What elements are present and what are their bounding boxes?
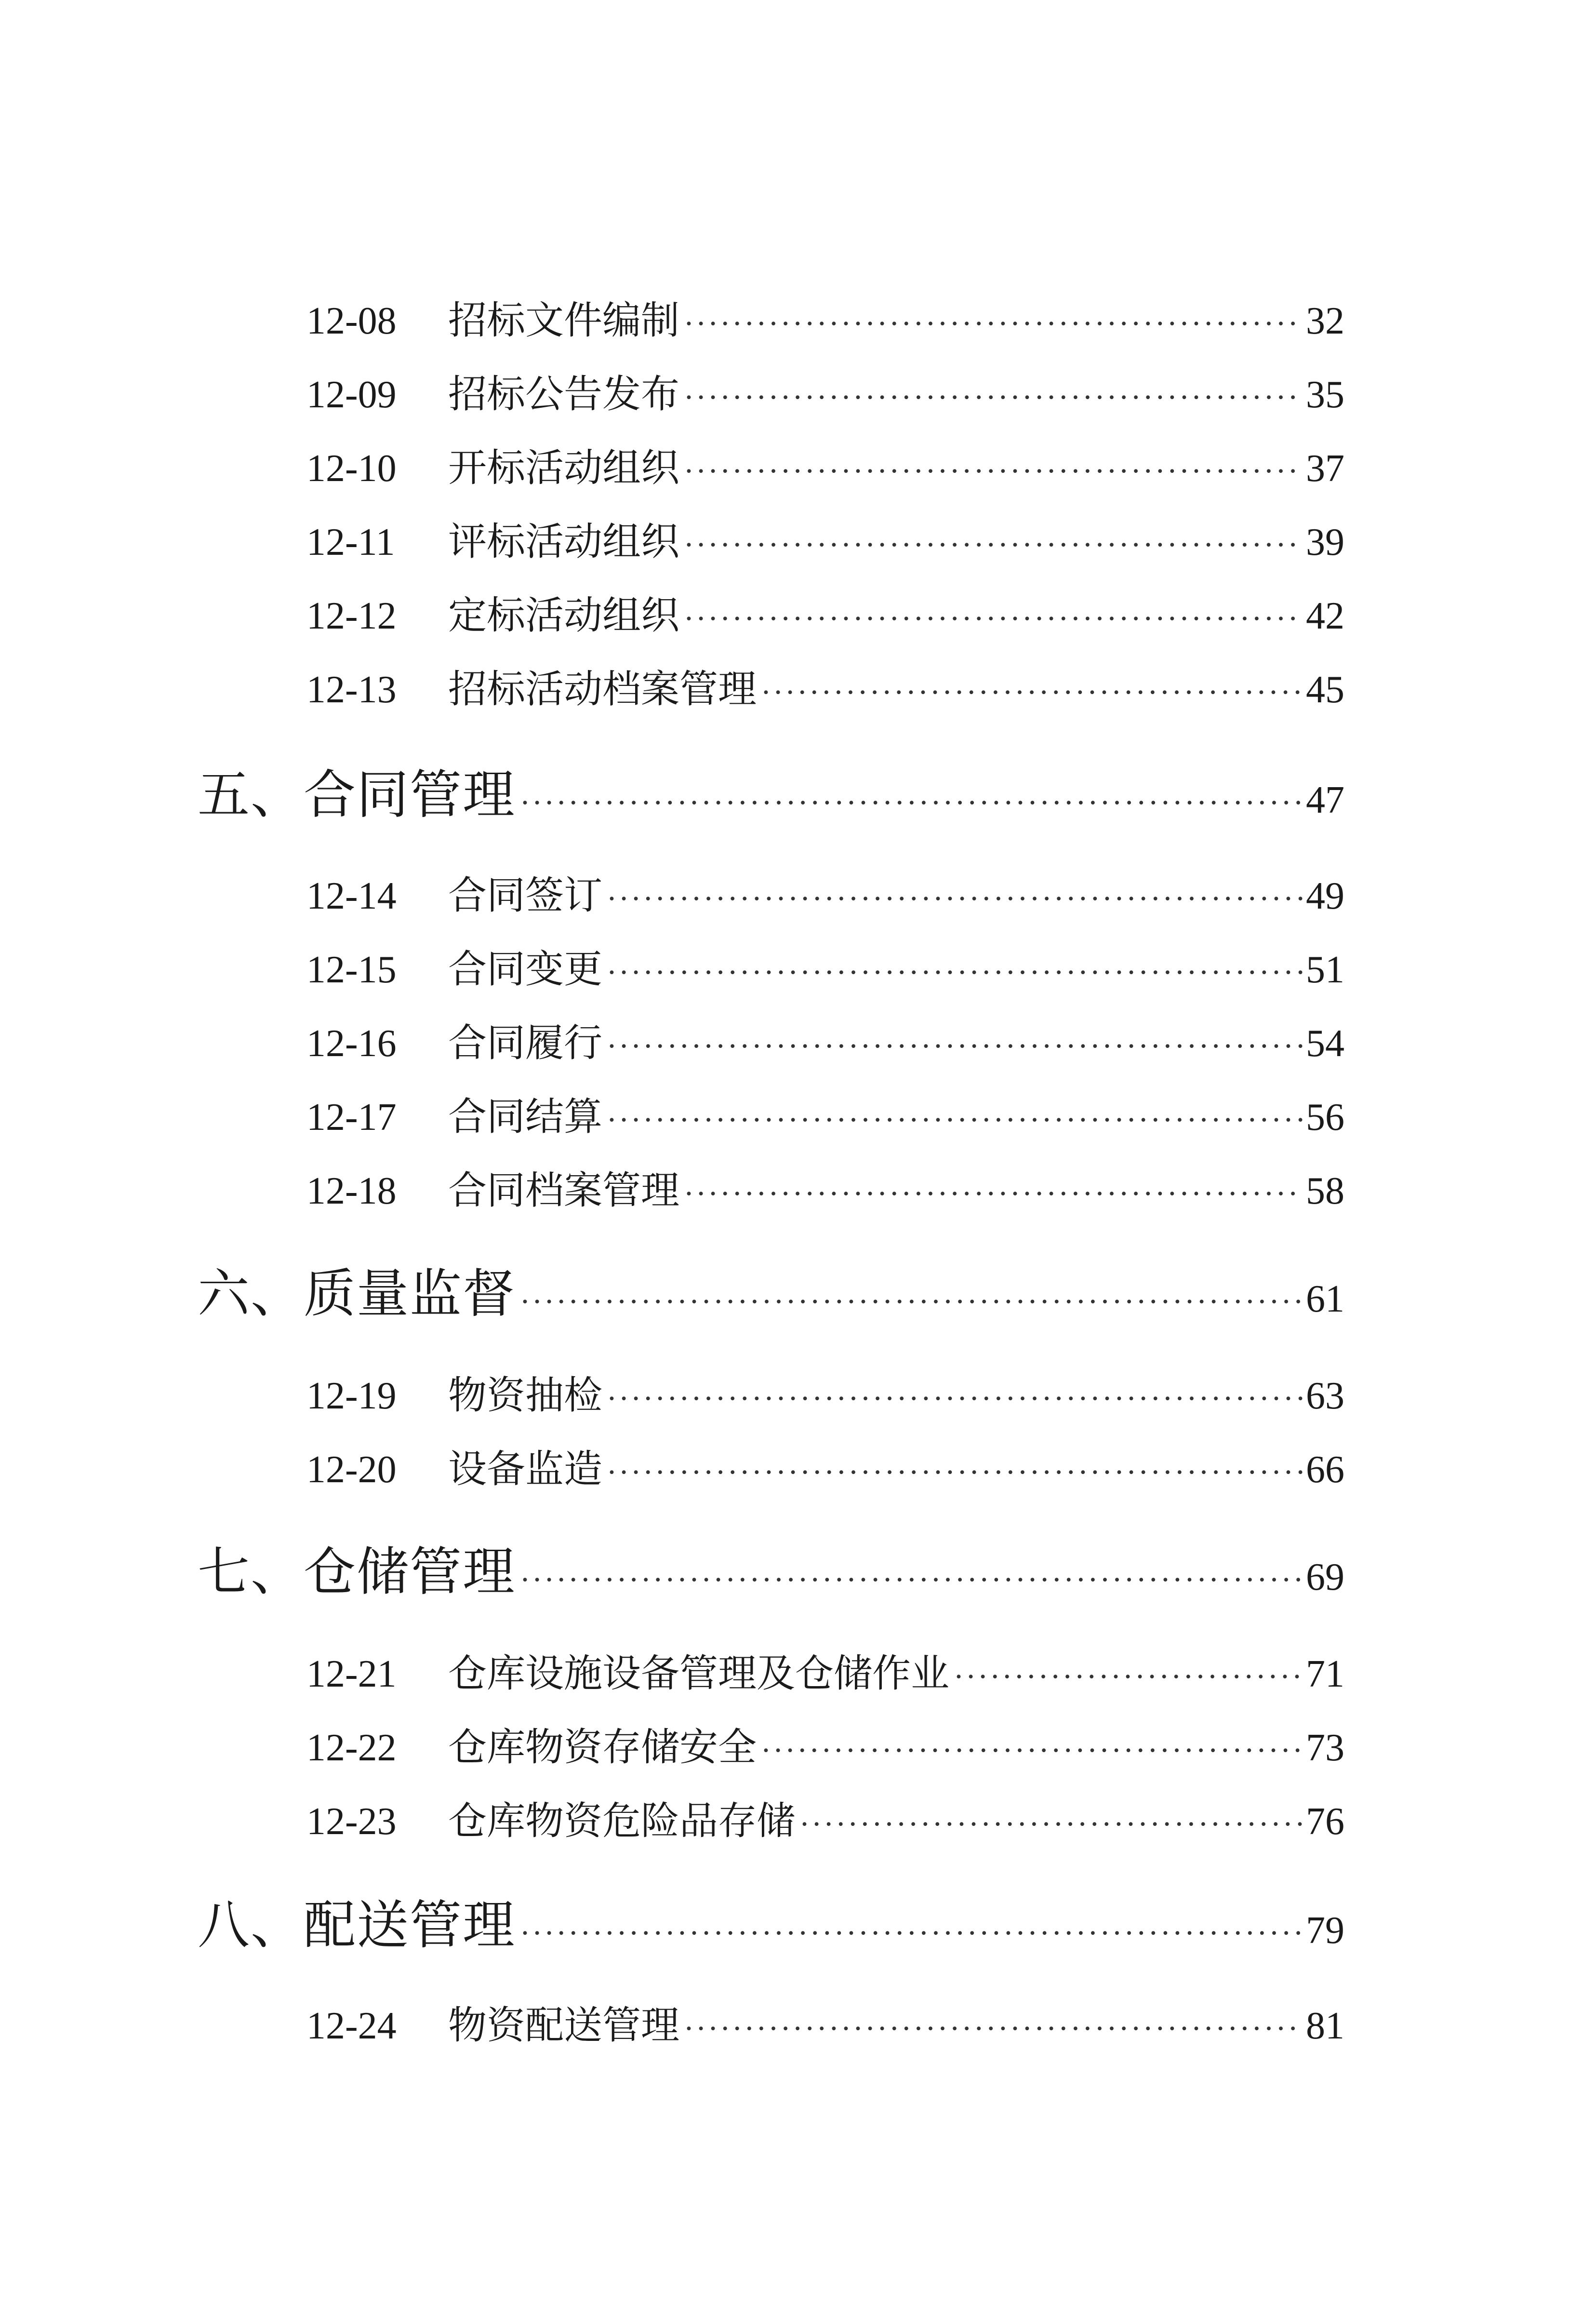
entry-title: 开标活动组织 bbox=[448, 445, 679, 490]
section-title: 七、仓储管理 bbox=[198, 1542, 516, 1602]
dot-leader bbox=[607, 946, 1303, 999]
toc-entry[interactable] bbox=[306, 368, 1344, 424]
dot-leader bbox=[761, 666, 1303, 719]
entry-code: 12-19 bbox=[306, 1375, 397, 1417]
entry-page-number: 63 bbox=[1306, 1375, 1344, 1417]
entry-code: 12-23 bbox=[306, 1800, 397, 1843]
toc-entry[interactable] bbox=[306, 869, 1344, 925]
toc-entry[interactable] bbox=[306, 1164, 1344, 1220]
entry-title: 仓库物资危险品存储 bbox=[448, 1798, 795, 1843]
dot-leader bbox=[800, 1798, 1303, 1851]
entry-page-number: 35 bbox=[1306, 374, 1344, 416]
dot-leader bbox=[607, 872, 1303, 925]
entry-code: 12-12 bbox=[306, 595, 397, 637]
entry-code: 12-14 bbox=[306, 875, 397, 917]
dot-leader bbox=[520, 1271, 1303, 1333]
toc-entry[interactable] bbox=[306, 943, 1344, 999]
toc-entry[interactable] bbox=[306, 294, 1344, 350]
entry-code: 12-11 bbox=[306, 521, 395, 563]
entry-title: 评标活动组织 bbox=[448, 519, 679, 564]
entry-code: 12-16 bbox=[306, 1022, 397, 1065]
entry-code: 12-20 bbox=[306, 1448, 397, 1491]
toc-entry[interactable] bbox=[306, 1090, 1344, 1147]
toc-section-heading[interactable] bbox=[198, 1263, 1344, 1333]
toc-section-heading[interactable] bbox=[198, 1541, 1344, 1611]
dot-leader bbox=[684, 519, 1303, 572]
dot-leader bbox=[607, 1020, 1303, 1073]
dot-leader bbox=[607, 1094, 1303, 1147]
entry-title: 招标公告发布 bbox=[448, 372, 679, 416]
entry-title: 物资配送管理 bbox=[448, 2003, 679, 2048]
section-page-number: 79 bbox=[1306, 1909, 1344, 1952]
entry-title: 设备监造 bbox=[448, 1447, 602, 1491]
dot-leader bbox=[954, 1650, 1303, 1703]
dot-leader bbox=[607, 1372, 1303, 1425]
dot-leader bbox=[684, 592, 1303, 645]
entry-page-number: 56 bbox=[1306, 1096, 1344, 1139]
section-title: 八、配送管理 bbox=[198, 1895, 516, 1956]
dot-leader bbox=[684, 297, 1303, 350]
entry-title: 定标活动组织 bbox=[448, 593, 679, 638]
entry-page-number: 58 bbox=[1306, 1170, 1344, 1212]
dot-leader bbox=[684, 1167, 1303, 1220]
entry-title: 合同履行 bbox=[448, 1020, 602, 1065]
dot-leader bbox=[684, 445, 1303, 498]
entry-code: 12-15 bbox=[306, 949, 397, 991]
toc-entry[interactable] bbox=[306, 1443, 1344, 1499]
dot-leader bbox=[684, 2002, 1303, 2055]
entry-code: 12-13 bbox=[306, 669, 397, 711]
dot-leader bbox=[607, 1446, 1303, 1499]
toc-entry[interactable] bbox=[306, 663, 1344, 719]
dot-leader bbox=[684, 371, 1303, 424]
section-page-number: 61 bbox=[1306, 1278, 1344, 1320]
entry-code: 12-09 bbox=[306, 374, 397, 416]
entry-code: 12-10 bbox=[306, 447, 397, 490]
entry-page-number: 81 bbox=[1306, 2005, 1344, 2047]
toc-entry[interactable] bbox=[306, 1795, 1344, 1851]
entry-page-number: 76 bbox=[1306, 1800, 1344, 1843]
entry-page-number: 66 bbox=[1306, 1448, 1344, 1491]
toc-entry[interactable] bbox=[306, 442, 1344, 498]
entry-page-number: 32 bbox=[1306, 300, 1344, 342]
entry-page-number: 54 bbox=[1306, 1022, 1344, 1065]
section-title: 六、质量监督 bbox=[198, 1264, 516, 1324]
entry-page-number: 51 bbox=[1306, 949, 1344, 991]
entry-code: 12-18 bbox=[306, 1170, 397, 1212]
entry-page-number: 39 bbox=[1306, 521, 1344, 563]
entry-code: 12-17 bbox=[306, 1096, 397, 1139]
entry-page-number: 71 bbox=[1306, 1653, 1344, 1695]
entry-page-number: 73 bbox=[1306, 1727, 1344, 1769]
entry-code: 12-22 bbox=[306, 1727, 397, 1769]
entry-code: 12-24 bbox=[306, 2005, 397, 2047]
toc-entry[interactable] bbox=[306, 1369, 1344, 1425]
section-page-number: 69 bbox=[1306, 1556, 1344, 1598]
entry-page-number: 37 bbox=[1306, 447, 1344, 490]
toc-entry[interactable] bbox=[306, 589, 1344, 645]
dot-leader bbox=[520, 772, 1303, 834]
entry-title: 仓库物资存储安全 bbox=[448, 1725, 757, 1770]
toc-entry[interactable] bbox=[306, 1999, 1344, 2055]
dot-leader bbox=[761, 1724, 1303, 1777]
entry-title: 合同签订 bbox=[448, 873, 602, 918]
toc-entry[interactable] bbox=[306, 1017, 1344, 1073]
entry-title: 招标文件编制 bbox=[448, 298, 679, 343]
dot-leader bbox=[520, 1549, 1303, 1611]
toc-entry[interactable] bbox=[306, 1647, 1344, 1703]
entry-title: 物资抽检 bbox=[448, 1373, 602, 1418]
entry-title: 仓库设施设备管理及仓储作业 bbox=[448, 1651, 949, 1696]
toc-section-heading[interactable] bbox=[198, 764, 1344, 834]
entry-code: 12-21 bbox=[306, 1653, 397, 1695]
entry-title: 合同档案管理 bbox=[448, 1168, 679, 1213]
entry-code: 12-08 bbox=[306, 300, 397, 342]
dot-leader bbox=[520, 1902, 1303, 1965]
entry-page-number: 42 bbox=[1306, 595, 1344, 637]
toc-entry[interactable] bbox=[306, 1721, 1344, 1777]
entry-title: 合同变更 bbox=[448, 947, 602, 992]
toc-entry[interactable] bbox=[306, 515, 1344, 572]
toc-section-heading[interactable] bbox=[198, 1894, 1344, 1965]
entry-page-number: 45 bbox=[1306, 669, 1344, 711]
section-title: 五、合同管理 bbox=[198, 765, 516, 825]
entry-title: 合同结算 bbox=[448, 1094, 602, 1139]
section-page-number: 47 bbox=[1306, 779, 1344, 821]
entry-page-number: 49 bbox=[1306, 875, 1344, 917]
entry-title: 招标活动档案管理 bbox=[448, 667, 757, 711]
